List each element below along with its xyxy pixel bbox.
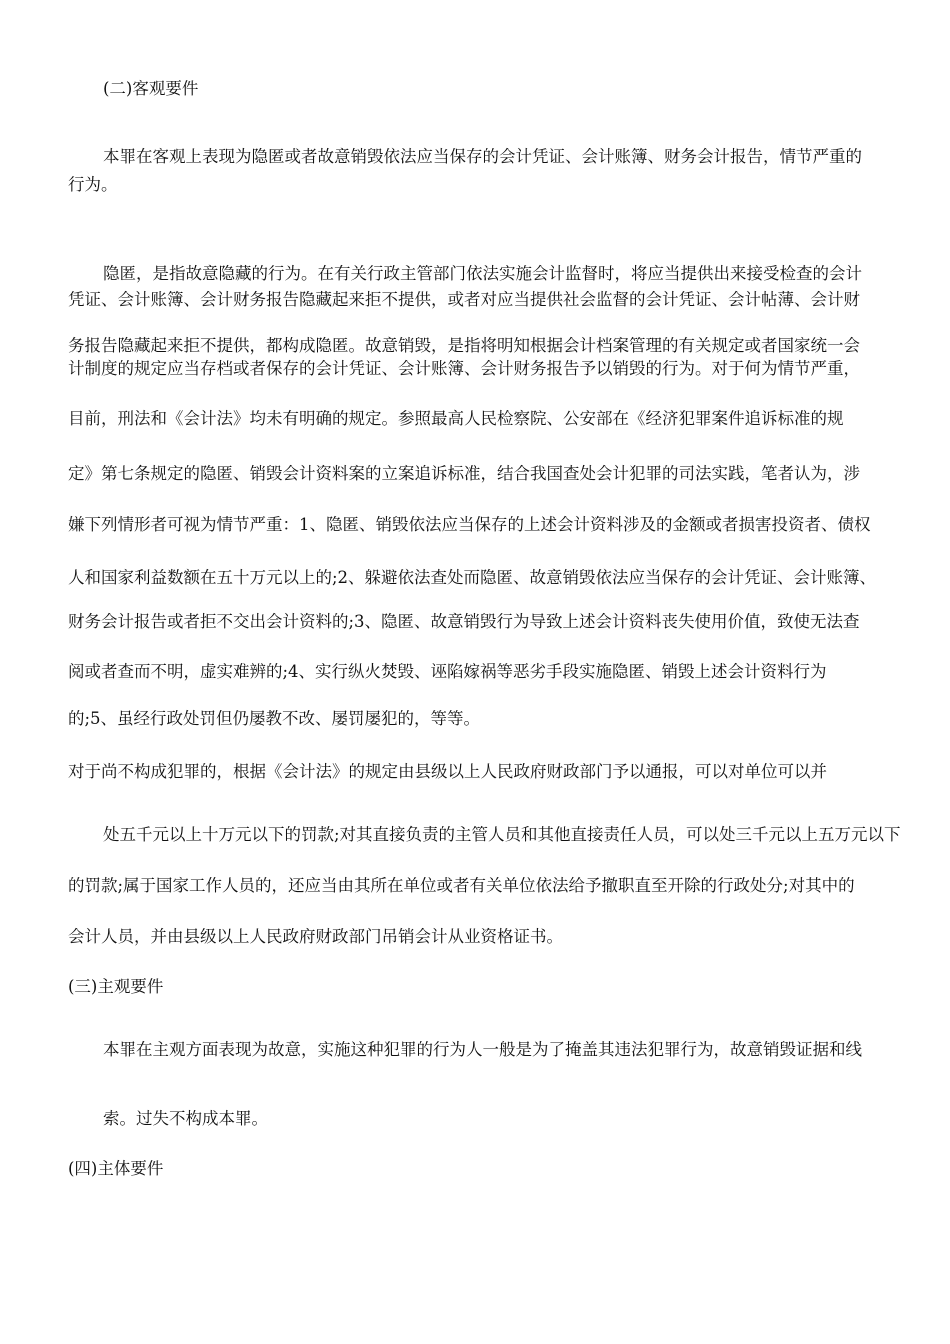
paragraph-line: 嫌下列情形者可视为情节严重：1、隐匿、销毁依法应当保存的上述会计资料涉及的金额或者损害投资者、债权 [68,515,871,534]
paragraph-line: 务报告隐藏起来拒不提供，都构成隐匿。故意销毁，是指将明知根据会计档案管理的有关规定或者国家统一会 [68,336,860,355]
section-heading-objective: (二)客观要件 [103,79,199,98]
paragraph-line: 凭证、会计账簿、会计财务报告隐藏起来拒不提供，或者对应当提供社会监督的会计凭证、会计帖薄、会计财 [68,290,860,309]
paragraph-line: 处五千元以上十万元以下的罚款;对其直接负责的主管人员和其他直接责任人员，可以处三千元以上五万元以下 [103,825,901,844]
paragraph-line: 财务会计报告或者拒不交出会计资料的;3、隐匿、故意销毁行为导致上述会计资料丧失使用价值，致使无法查 [68,612,860,631]
paragraph-line: 定》第七条规定的隐匿、销毁会计资料案的立案追诉标准，结合我国查处会计犯罪的司法实践，笔者认为，涉 [68,464,860,483]
paragraph-line: 目前，刑法和《会计法》均未有明确的规定。参照最高人民检察院、公安部在《经济犯罪案件追诉标准的规 [68,409,844,428]
paragraph-line: 本罪在客观上表现为隐匿或者故意销毁依法应当保存的会计凭证、会计账簿、财务会计报告，情节严重的 [103,147,862,166]
paragraph-line: 行为。 [68,175,118,194]
paragraph-line: (三)主观要件 [68,977,164,996]
paragraph-line: (四)主体要件 [68,1159,164,1178]
paragraph-line: 对于尚不构成犯罪的，根据《会计法》的规定由县级以上人民政府财政部门予以通报，可以对单位可以并 [68,762,827,781]
paragraph-line: 的;5、虽经行政处罚但仍屡教不改、屡罚屡犯的，等等。 [68,709,481,728]
paragraph-line: 隐匿，是指故意隐藏的行为。在有关行政主管部门依法实施会计监督时，将应当提供出来接受检查的会计 [103,264,862,283]
section-heading-subjective: 本罪在主观方面表现为故意，实施这种犯罪的行为人一般是为了掩盖其违法犯罪行为，故意销毁证据和线 [103,1040,862,1059]
paragraph-line: 计制度的规定应当存档或者保存的会计凭证、会计账簿、会计财务报告予以销毁的行为。对于何为情节严重， [68,359,860,378]
paragraph-line: 人和国家利益数额在五十万元以上的;2、躲避依法查处而隐匿、故意销毁依法应当保存的会计凭证、会计账簿、 [68,568,877,587]
paragraph-line: 会计人员，并由县级以上人民政府财政部门吊销会计从业资格证书。 [68,927,563,946]
paragraph-line: 阅或者查而不明，虚实难辨的;4、实行纵火焚毁、诬陷嫁祸等恶劣手段实施隐匿、销毁上述会计资料行为 [68,662,827,681]
paragraph-line: 的罚款;属于国家工作人员的，还应当由其所在单位或者有关单位依法给予撤职直至开除的行政处分;对其中的 [68,876,855,895]
paragraph-line: 索。过失不构成本罪。 [103,1109,268,1128]
